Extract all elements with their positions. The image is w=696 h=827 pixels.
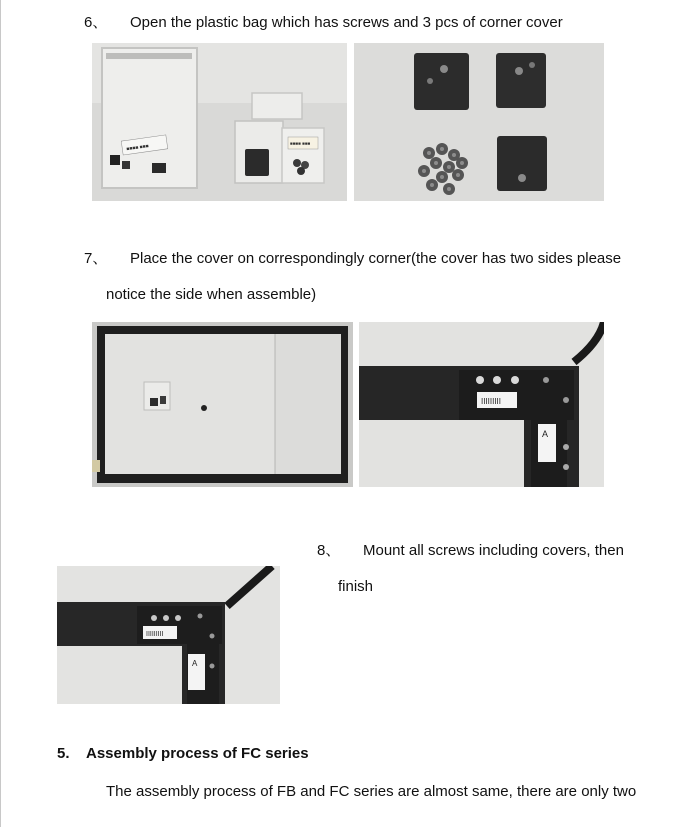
sticker-text-1: IIIIIIIII: [481, 397, 502, 406]
step-6-text: Open the plastic bag which has screws and 3 pcs of corner cover: [130, 14, 563, 31]
photo-frame-overview: [92, 322, 353, 487]
step-8-continuation: finish: [338, 578, 374, 595]
photo-corner-closeup-2: [57, 566, 280, 704]
sticker-text-2: IIIIIIIII: [146, 631, 164, 638]
step-8-number: 8、: [317, 542, 341, 559]
section-paragraph: The assembly process of FB and FC series are almost same, there are only two: [106, 783, 637, 800]
page-edge: [0, 0, 1, 827]
step-6-number: 6、: [84, 14, 108, 31]
section-number: 5.: [57, 745, 70, 762]
bag-label-1: ■■■■ ■■■: [126, 143, 150, 153]
step-8-text: Mount all screws including covers, then: [363, 542, 624, 559]
step-7-continuation: notice the side when assemble): [106, 286, 317, 303]
photo-corner-covers: [354, 43, 604, 201]
step-7-text: Place the cover on correspondingly corner(the cover has two sides please: [130, 250, 622, 267]
sticker-letter-1: A: [542, 429, 549, 439]
section-title: Assembly process of FC series: [86, 745, 309, 762]
sticker-letter-2: A: [192, 659, 198, 668]
photo-corner-closeup-1: [359, 322, 604, 487]
bag-label-2: ■■■■ ■■■: [290, 141, 311, 146]
step-7-number: 7、: [84, 250, 108, 267]
photo-plastic-bags: [92, 43, 347, 201]
